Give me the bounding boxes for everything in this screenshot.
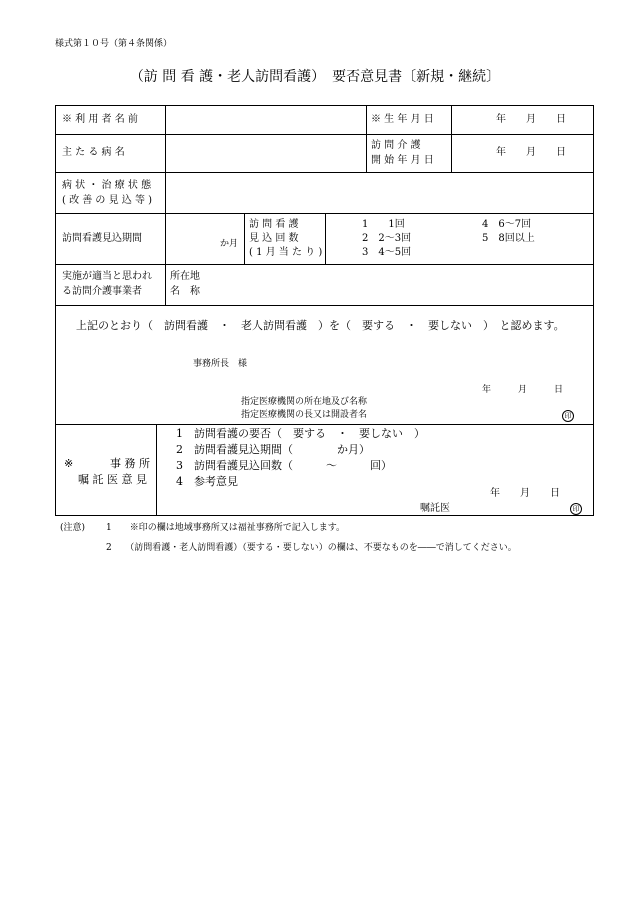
office-label-2: 嘱 託 医 意 見 [78, 473, 147, 486]
frequency-label-3: ( 1 月 当 た り ) [249, 247, 323, 258]
office-date[interactable]: 年 月 日 [490, 488, 560, 499]
seal-mark: 印 [562, 410, 574, 422]
office-item[interactable]: 3 訪問看護見込回数（ ～ 回） [176, 459, 392, 472]
provider-name-label: 名 称 [170, 286, 200, 297]
doctor-seal-mark: 印 [570, 503, 582, 515]
provider-address-label: 所在地 [170, 271, 200, 282]
user-name-label: ※ 利 用 者 名 前 [62, 114, 138, 125]
office-item[interactable]: 2 訪問看護見込期間（ か月） [176, 443, 370, 456]
birth-date-field[interactable]: 年 月 日 [496, 114, 566, 125]
office-mark: ※ [64, 457, 74, 470]
institution-head-label: 指定医療機関の長又は開設者名 [241, 410, 368, 420]
condition-label-1: 病 状 ・ 治 療 状 態 [62, 180, 152, 191]
frequency-option[interactable]: 5 8回以上 [482, 233, 535, 244]
period-label: 訪問看護見込期間 [62, 233, 142, 244]
provider-label-2: る訪問介護事業者 [62, 286, 142, 297]
user-name-field[interactable] [167, 106, 364, 133]
care-start-label-1: 訪 問 介 護 [371, 140, 421, 151]
office-label-1: 事 務 所 [110, 457, 150, 470]
addressee: 事務所長 様 [193, 359, 248, 369]
form-number: 様式第１０号（第４条関係） [55, 39, 173, 49]
frequency-label-1: 訪 問 看 護 [249, 219, 299, 230]
frequency-option[interactable]: 3 4～5回 [362, 247, 412, 258]
note-item: 1 ※印の欄は地域事務所又は福祉事務所で記入します。 [106, 523, 346, 533]
notes-prefix: (注意) [60, 523, 86, 533]
statement-date[interactable]: 年 月 日 [482, 385, 564, 395]
period-unit: か月 [220, 239, 239, 249]
disease-label: 主 た る 病 名 [62, 147, 125, 158]
provider-field[interactable] [205, 266, 592, 303]
note-item: 2 （訪問看護・老人訪問看護）（要する・要しない）の欄は、不要なものを――で消してください。 [106, 543, 517, 553]
statement-text: 上記のとおり（ 訪問看護 ・ 老人訪問看護 ）を（ 要する ・ 要しない ） と認めます。 [76, 319, 565, 332]
doctor-label: 嘱託医 [420, 503, 450, 514]
institution-name-label: 指定医療機関の所在地及び名称 [241, 397, 368, 407]
provider-label-1: 実施が適当と思われ [62, 271, 152, 282]
frequency-option[interactable]: 2 2～3回 [362, 233, 412, 244]
disease-field[interactable] [167, 136, 364, 171]
condition-label-2: ( 改 善 の 見 込 等 ) [62, 195, 153, 206]
frequency-option[interactable]: 1 1回 [362, 219, 405, 230]
office-item[interactable]: 4 参考意見 [176, 475, 238, 488]
page-title: （訪 問 看 護・老人訪問看護） 要否意見書〔新規・継続〕 [129, 69, 501, 85]
birth-date-label: ※ 生 年 月 日 [371, 114, 434, 125]
period-field[interactable] [167, 215, 217, 262]
care-start-label-2: 開 始 年 月 日 [371, 155, 434, 166]
frequency-option[interactable]: 4 6～7回 [482, 219, 532, 230]
care-start-date-field[interactable]: 年 月 日 [496, 147, 566, 158]
frequency-label-2: 見 込 回 数 [249, 233, 299, 244]
condition-field[interactable] [167, 174, 592, 212]
office-item[interactable]: 1 訪問看護の要否（ 要する ・ 要しない ） [176, 427, 425, 440]
